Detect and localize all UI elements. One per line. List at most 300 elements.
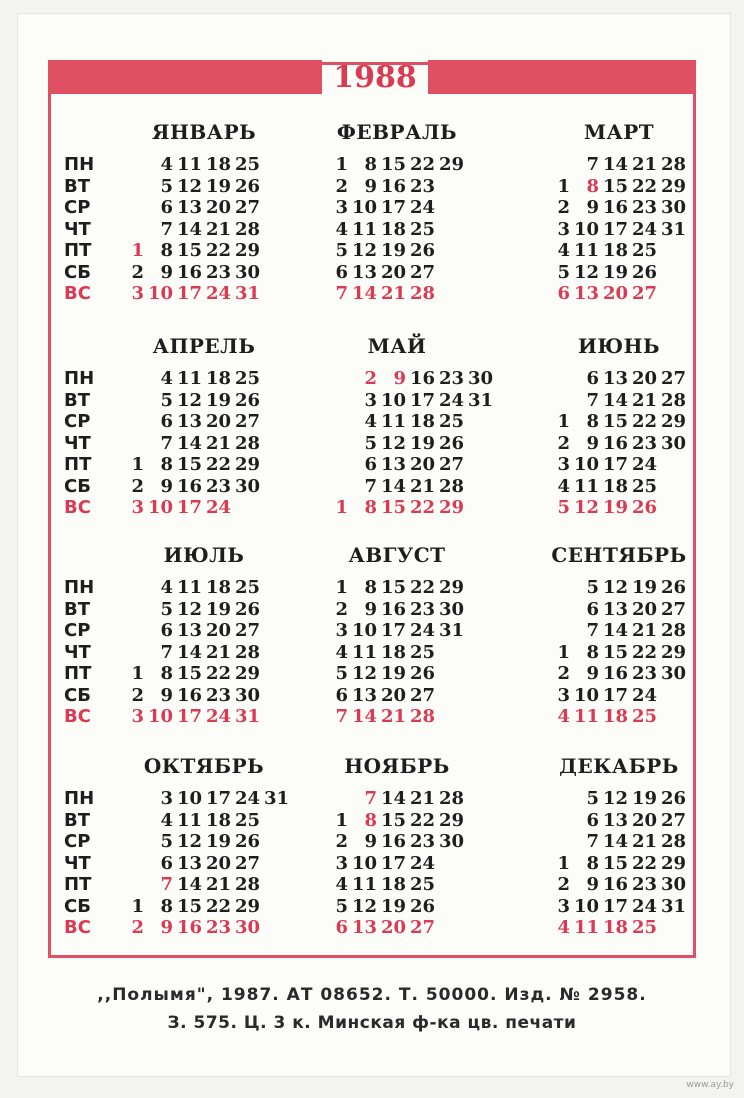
day-cell: 30 bbox=[234, 475, 260, 497]
day-cell: 28 bbox=[409, 283, 435, 304]
day-cell: 9 bbox=[160, 917, 173, 938]
day-cell: 26 bbox=[409, 895, 435, 917]
day-cell: 27 bbox=[409, 684, 435, 706]
day-cell: 31 bbox=[438, 620, 464, 641]
day-cell: 20 bbox=[380, 917, 406, 938]
day-cell: 7 bbox=[586, 154, 599, 175]
day-cell: 10 bbox=[573, 895, 599, 917]
day-cell: 26 bbox=[660, 577, 686, 598]
weekday-label: СБ bbox=[64, 475, 91, 497]
day-cell: 29 bbox=[234, 663, 260, 684]
day-cell: 6 bbox=[364, 454, 377, 475]
day-cell: 7 bbox=[335, 283, 348, 304]
day-cell: 4 bbox=[335, 218, 348, 240]
weekday-row bbox=[64, 663, 274, 685]
weekday-label: ЧТ bbox=[64, 641, 91, 663]
weekday-label: ВС bbox=[64, 706, 91, 727]
day-cell: 28 bbox=[660, 389, 686, 411]
day-cell: 1 bbox=[335, 497, 348, 518]
day-cell: 23 bbox=[631, 432, 657, 454]
day-cell: 22 bbox=[205, 240, 231, 261]
weekday-row bbox=[292, 874, 502, 896]
day-cell: 18 bbox=[380, 641, 406, 663]
weekday-row bbox=[64, 454, 274, 476]
weekday-label: СБ bbox=[64, 895, 91, 917]
weekday-label: ВС bbox=[64, 497, 91, 518]
day-cell: 4 bbox=[557, 240, 570, 261]
day-cell: 9 bbox=[160, 684, 173, 706]
weekday-label: СБ bbox=[64, 261, 91, 283]
day-cell: 6 bbox=[335, 917, 348, 938]
day-cell: 18 bbox=[380, 218, 406, 240]
weekday-row bbox=[514, 706, 724, 728]
day-cell: 15 bbox=[602, 852, 628, 874]
weekday-row bbox=[292, 497, 502, 519]
day-cell: 24 bbox=[438, 389, 464, 411]
day-cell: 3 bbox=[335, 852, 348, 874]
weekday-row bbox=[514, 577, 724, 599]
day-cell: 10 bbox=[351, 620, 377, 641]
day-cell: 4 bbox=[364, 411, 377, 432]
day-cell: 5 bbox=[160, 598, 173, 620]
day-cell: 18 bbox=[205, 577, 231, 598]
day-cell: 3 bbox=[160, 788, 173, 809]
weekday-row bbox=[514, 176, 724, 198]
day-cell: 26 bbox=[631, 261, 657, 283]
weekday-row bbox=[292, 853, 502, 875]
day-cell: 6 bbox=[586, 598, 599, 620]
day-cell: 14 bbox=[176, 641, 202, 663]
day-cell: 22 bbox=[205, 895, 231, 917]
day-cell: 18 bbox=[205, 368, 231, 389]
weekday-row bbox=[292, 197, 502, 219]
day-cell: 22 bbox=[205, 663, 231, 684]
day-cell: 22 bbox=[631, 641, 657, 663]
weekday-row bbox=[514, 917, 724, 939]
day-cell: 14 bbox=[602, 831, 628, 852]
day-cell: 22 bbox=[409, 497, 435, 518]
day-cell: 23 bbox=[409, 175, 435, 197]
day-cell: 1 bbox=[335, 577, 348, 598]
day-cell: 4 bbox=[557, 475, 570, 497]
weekday-row bbox=[64, 599, 274, 621]
day-cell: 21 bbox=[205, 432, 231, 454]
month-days-grid bbox=[514, 788, 724, 939]
weekday-row bbox=[292, 706, 502, 728]
year-title: 1988 bbox=[333, 60, 417, 95]
day-cell: 3 bbox=[131, 706, 144, 727]
day-cell: 7 bbox=[586, 389, 599, 411]
weekday-row bbox=[64, 810, 274, 832]
day-cell: 17 bbox=[176, 497, 202, 518]
day-cell: 13 bbox=[176, 411, 202, 432]
day-cell: 24 bbox=[205, 497, 231, 518]
day-cell: 15 bbox=[380, 154, 406, 175]
day-cell: 23 bbox=[205, 475, 231, 497]
header-bar-left bbox=[48, 60, 322, 94]
day-cell: 8 bbox=[160, 895, 173, 917]
day-cell: 11 bbox=[351, 218, 377, 240]
day-cell: 19 bbox=[205, 831, 231, 852]
day-cell: 5 bbox=[586, 788, 599, 809]
day-cell: 3 bbox=[557, 895, 570, 917]
day-cell: 16 bbox=[176, 684, 202, 706]
day-cell: 28 bbox=[409, 706, 435, 727]
day-cell: 10 bbox=[351, 852, 377, 874]
day-cell: 6 bbox=[160, 197, 173, 218]
weekday-row bbox=[292, 476, 502, 498]
weekday-row bbox=[64, 831, 274, 853]
day-cell: 12 bbox=[176, 598, 202, 620]
weekday-label: ПН bbox=[64, 154, 95, 175]
day-cell: 8 bbox=[586, 175, 599, 197]
month-block bbox=[514, 334, 724, 534]
weekday-row bbox=[64, 476, 274, 498]
month-days-grid bbox=[64, 368, 274, 519]
weekday-row bbox=[292, 685, 502, 707]
day-cell: 29 bbox=[438, 577, 464, 598]
day-cell: 17 bbox=[205, 788, 231, 809]
day-cell: 12 bbox=[380, 432, 406, 454]
day-cell: 2 bbox=[131, 261, 144, 283]
day-cell: 17 bbox=[176, 706, 202, 727]
day-cell: 16 bbox=[380, 598, 406, 620]
day-cell: 28 bbox=[234, 641, 260, 663]
weekday-row bbox=[514, 433, 724, 455]
day-cell: 30 bbox=[234, 261, 260, 283]
weekday-row bbox=[292, 433, 502, 455]
day-cell: 13 bbox=[176, 620, 202, 641]
day-cell: 21 bbox=[631, 154, 657, 175]
weekday-row bbox=[292, 411, 502, 433]
day-cell: 8 bbox=[586, 411, 599, 432]
day-cell: 25 bbox=[631, 475, 657, 497]
day-cell: 30 bbox=[660, 663, 686, 684]
day-cell: 31 bbox=[263, 788, 289, 809]
weekday-row bbox=[64, 685, 274, 707]
day-cell: 24 bbox=[631, 218, 657, 240]
day-cell: 27 bbox=[409, 917, 435, 938]
day-cell: 4 bbox=[335, 641, 348, 663]
day-cell: 14 bbox=[380, 788, 406, 809]
day-cell: 11 bbox=[176, 809, 202, 831]
day-cell: 27 bbox=[234, 852, 260, 874]
day-cell: 9 bbox=[586, 197, 599, 218]
weekday-row bbox=[292, 176, 502, 198]
month-block bbox=[292, 754, 502, 954]
day-cell: 23 bbox=[631, 874, 657, 895]
day-cell: 12 bbox=[176, 175, 202, 197]
month-name: ИЮНЬ bbox=[577, 334, 661, 358]
day-cell: 20 bbox=[631, 368, 657, 389]
weekday-row bbox=[64, 262, 274, 284]
day-cell: 27 bbox=[660, 598, 686, 620]
day-cell: 9 bbox=[586, 663, 599, 684]
day-cell: 17 bbox=[602, 454, 628, 475]
day-cell: 25 bbox=[409, 218, 435, 240]
weekday-row bbox=[514, 831, 724, 853]
day-cell: 22 bbox=[631, 411, 657, 432]
day-cell: 21 bbox=[380, 706, 406, 727]
day-cell: 20 bbox=[205, 197, 231, 218]
weekday-row bbox=[292, 642, 502, 664]
day-cell: 2 bbox=[335, 175, 348, 197]
day-cell: 21 bbox=[409, 475, 435, 497]
header-bar-right bbox=[428, 60, 696, 94]
day-cell: 21 bbox=[631, 620, 657, 641]
day-cell: 17 bbox=[409, 389, 435, 411]
day-cell: 15 bbox=[602, 411, 628, 432]
day-cell: 23 bbox=[631, 663, 657, 684]
day-cell: 24 bbox=[234, 788, 260, 809]
month-days-grid bbox=[64, 788, 289, 939]
weekday-label: ПТ bbox=[64, 454, 92, 475]
day-cell: 2 bbox=[557, 197, 570, 218]
day-cell: 7 bbox=[586, 620, 599, 641]
day-cell: 25 bbox=[234, 154, 260, 175]
month-block bbox=[514, 543, 724, 743]
day-cell: 7 bbox=[364, 475, 377, 497]
day-cell: 23 bbox=[205, 684, 231, 706]
month-block bbox=[514, 754, 724, 954]
day-cell: 27 bbox=[660, 809, 686, 831]
month-days-grid bbox=[292, 577, 502, 728]
day-cell: 16 bbox=[602, 663, 628, 684]
day-cell: 4 bbox=[557, 917, 570, 938]
day-cell: 13 bbox=[602, 809, 628, 831]
month-name: АПРЕЛЬ bbox=[152, 334, 256, 358]
day-cell: 30 bbox=[467, 368, 493, 389]
day-cell: 31 bbox=[660, 218, 686, 240]
weekday-label: ПТ bbox=[64, 240, 92, 261]
weekday-row bbox=[64, 620, 274, 642]
day-cell: 17 bbox=[602, 218, 628, 240]
weekday-row bbox=[292, 283, 502, 305]
day-cell: 7 bbox=[160, 874, 173, 895]
weekday-row bbox=[514, 620, 724, 642]
weekday-row bbox=[64, 853, 274, 875]
day-cell: 21 bbox=[631, 831, 657, 852]
day-cell: 31 bbox=[467, 389, 493, 411]
day-cell: 16 bbox=[602, 874, 628, 895]
day-cell: 18 bbox=[409, 411, 435, 432]
day-cell: 15 bbox=[176, 454, 202, 475]
day-cell: 30 bbox=[438, 831, 464, 852]
day-cell: 30 bbox=[660, 197, 686, 218]
day-cell: 17 bbox=[380, 197, 406, 218]
day-cell: 27 bbox=[438, 454, 464, 475]
day-cell: 28 bbox=[660, 831, 686, 852]
weekday-row bbox=[514, 642, 724, 664]
month-block bbox=[64, 334, 274, 534]
day-cell: 4 bbox=[160, 809, 173, 831]
month-days-grid bbox=[514, 154, 724, 305]
day-cell: 23 bbox=[631, 197, 657, 218]
day-cell: 3 bbox=[335, 197, 348, 218]
day-cell: 5 bbox=[557, 261, 570, 283]
day-cell: 18 bbox=[205, 809, 231, 831]
weekday-row bbox=[514, 240, 724, 262]
day-cell: 6 bbox=[335, 684, 348, 706]
day-cell: 22 bbox=[205, 454, 231, 475]
day-cell: 26 bbox=[234, 831, 260, 852]
day-cell: 1 bbox=[335, 154, 348, 175]
weekday-row bbox=[64, 154, 274, 176]
day-cell: 19 bbox=[380, 240, 406, 261]
day-cell: 21 bbox=[205, 874, 231, 895]
weekday-row bbox=[292, 390, 502, 412]
day-cell: 1 bbox=[557, 641, 570, 663]
day-cell: 3 bbox=[557, 218, 570, 240]
day-cell: 11 bbox=[573, 917, 599, 938]
day-cell: 30 bbox=[660, 432, 686, 454]
day-cell: 7 bbox=[335, 706, 348, 727]
day-cell: 16 bbox=[176, 261, 202, 283]
day-cell: 15 bbox=[176, 895, 202, 917]
weekday-row bbox=[514, 154, 724, 176]
day-cell: 6 bbox=[335, 261, 348, 283]
day-cell: 8 bbox=[586, 641, 599, 663]
day-cell: 16 bbox=[380, 175, 406, 197]
weekday-row bbox=[64, 874, 274, 896]
day-cell: 10 bbox=[573, 684, 599, 706]
day-cell: 13 bbox=[602, 368, 628, 389]
day-cell: 31 bbox=[660, 895, 686, 917]
day-cell: 1 bbox=[131, 895, 144, 917]
day-cell: 5 bbox=[364, 432, 377, 454]
day-cell: 5 bbox=[586, 577, 599, 598]
day-cell: 22 bbox=[409, 577, 435, 598]
weekday-label: ПН bbox=[64, 577, 95, 598]
day-cell: 18 bbox=[602, 240, 628, 261]
day-cell: 14 bbox=[351, 283, 377, 304]
day-cell: 3 bbox=[557, 684, 570, 706]
day-cell: 2 bbox=[557, 874, 570, 895]
day-cell: 8 bbox=[364, 809, 377, 831]
weekday-label: ВТ bbox=[64, 598, 90, 620]
weekday-label: ВТ bbox=[64, 175, 90, 197]
weekday-row bbox=[64, 706, 274, 728]
day-cell: 12 bbox=[573, 497, 599, 518]
day-cell: 9 bbox=[364, 598, 377, 620]
day-cell: 6 bbox=[557, 283, 570, 304]
day-cell: 17 bbox=[380, 620, 406, 641]
weekday-label: СР bbox=[64, 411, 91, 432]
day-cell: 9 bbox=[160, 261, 173, 283]
day-cell: 2 bbox=[131, 917, 144, 938]
day-cell: 13 bbox=[602, 598, 628, 620]
weekday-row bbox=[514, 497, 724, 519]
day-cell: 29 bbox=[660, 852, 686, 874]
day-cell: 13 bbox=[176, 197, 202, 218]
day-cell: 13 bbox=[351, 261, 377, 283]
weekday-row bbox=[514, 411, 724, 433]
day-cell: 11 bbox=[380, 411, 406, 432]
day-cell: 2 bbox=[557, 663, 570, 684]
day-cell: 4 bbox=[160, 368, 173, 389]
weekday-row bbox=[514, 390, 724, 412]
month-days-grid bbox=[292, 154, 502, 305]
day-cell: 9 bbox=[364, 831, 377, 852]
day-cell: 27 bbox=[409, 261, 435, 283]
weekday-row bbox=[292, 896, 502, 918]
weekday-label: ЧТ bbox=[64, 218, 91, 240]
weekday-row bbox=[514, 476, 724, 498]
day-cell: 24 bbox=[409, 197, 435, 218]
day-cell: 19 bbox=[205, 175, 231, 197]
day-cell: 29 bbox=[438, 809, 464, 831]
day-cell: 9 bbox=[586, 874, 599, 895]
weekday-label: ПТ bbox=[64, 874, 92, 895]
day-cell: 15 bbox=[602, 641, 628, 663]
weekday-row bbox=[514, 874, 724, 896]
day-cell: 30 bbox=[234, 917, 260, 938]
day-cell: 1 bbox=[557, 852, 570, 874]
day-cell: 17 bbox=[602, 895, 628, 917]
day-cell: 6 bbox=[586, 809, 599, 831]
weekday-row bbox=[64, 433, 274, 455]
weekday-row bbox=[292, 219, 502, 241]
day-cell: 18 bbox=[380, 874, 406, 895]
day-cell: 9 bbox=[586, 432, 599, 454]
day-cell: 14 bbox=[176, 218, 202, 240]
day-cell: 23 bbox=[205, 261, 231, 283]
weekday-row bbox=[292, 368, 502, 390]
day-cell: 15 bbox=[176, 663, 202, 684]
weekday-row bbox=[292, 788, 502, 810]
day-cell: 3 bbox=[557, 454, 570, 475]
day-cell: 5 bbox=[335, 663, 348, 684]
weekday-row bbox=[514, 896, 724, 918]
day-cell: 8 bbox=[160, 663, 173, 684]
day-cell: 15 bbox=[380, 497, 406, 518]
day-cell: 25 bbox=[631, 240, 657, 261]
day-cell: 29 bbox=[660, 175, 686, 197]
day-cell: 20 bbox=[602, 283, 628, 304]
day-cell: 8 bbox=[364, 497, 377, 518]
day-cell: 6 bbox=[586, 368, 599, 389]
day-cell: 2 bbox=[557, 432, 570, 454]
day-cell: 1 bbox=[335, 809, 348, 831]
day-cell: 19 bbox=[631, 577, 657, 598]
day-cell: 5 bbox=[160, 831, 173, 852]
month-block bbox=[292, 334, 502, 534]
day-cell: 12 bbox=[176, 389, 202, 411]
day-cell: 2 bbox=[131, 684, 144, 706]
day-cell: 24 bbox=[409, 852, 435, 874]
weekday-row bbox=[64, 240, 274, 262]
day-cell: 3 bbox=[364, 389, 377, 411]
day-cell: 22 bbox=[409, 809, 435, 831]
day-cell: 7 bbox=[364, 788, 377, 809]
day-cell: 1 bbox=[131, 663, 144, 684]
day-cell: 29 bbox=[660, 411, 686, 432]
day-cell: 20 bbox=[380, 261, 406, 283]
day-cell: 5 bbox=[335, 240, 348, 261]
day-cell: 23 bbox=[438, 368, 464, 389]
day-cell: 26 bbox=[660, 788, 686, 809]
day-cell: 28 bbox=[660, 154, 686, 175]
day-cell: 12 bbox=[602, 577, 628, 598]
day-cell: 23 bbox=[409, 598, 435, 620]
weekday-label: ПН bbox=[64, 368, 95, 389]
weekday-row bbox=[292, 620, 502, 642]
day-cell: 22 bbox=[631, 852, 657, 874]
day-cell: 28 bbox=[438, 475, 464, 497]
day-cell: 2 bbox=[335, 598, 348, 620]
day-cell: 29 bbox=[234, 454, 260, 475]
weekday-row bbox=[292, 154, 502, 176]
